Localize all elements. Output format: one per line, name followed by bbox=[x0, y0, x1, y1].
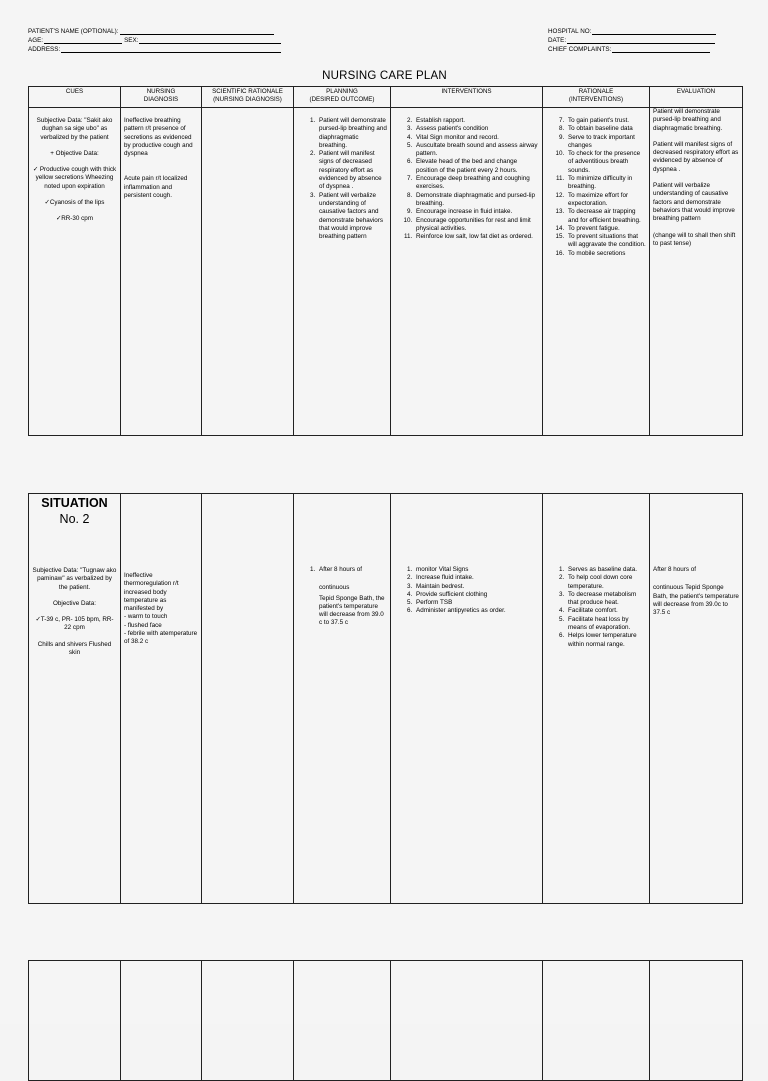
hospital-no-field[interactable] bbox=[592, 28, 716, 35]
empty-cell bbox=[294, 961, 391, 1081]
page-title: NURSING CARE PLAN bbox=[322, 70, 447, 82]
address-label: ADDRESS: bbox=[28, 46, 61, 53]
interventions-cell: 1. monitor Vital Signs 2. Increase fluid intake. 3. Maintain bedrest. 4. Provide sufficient clothing 5. Perform TSB 6. Administer antipyretics as order. bbox=[391, 494, 543, 904]
sex-label: SEX: bbox=[124, 37, 139, 44]
care-plan-table-2 bbox=[28, 493, 743, 904]
hospital-info-header bbox=[548, 27, 718, 54]
chief-complaints-field[interactable] bbox=[612, 46, 710, 53]
empty-cell bbox=[650, 961, 743, 1081]
interventions-cell: 2. Establish rapport. 3. Assess patient's condition 4. Vital Sign monitor and record. 5. Auscultate breath sound and assess airway pattern. 6. Elevate head of the bed and change position of the patient every 2 hours. 7. Encourage deep breathing and coughing exercises. 8. Demonstrate diaphragmatic and pursed-lip breathing. 9. Encourage increase in fluid intake. 10. Encourage opportunities for rest and limit physical activities. 11. Reinforce low salt, low fat diet as ordered. bbox=[391, 108, 543, 436]
col-header-interventions: INTERVENTIONS bbox=[391, 87, 543, 108]
planning-cell: 1. After 8 hours of continuous Tepid Sponge Bath, the patient's temperature will decrease from 39.0 c to 37.5 c bbox=[294, 494, 391, 904]
sex-field[interactable] bbox=[139, 37, 281, 44]
table-header-row bbox=[29, 87, 743, 108]
planning-cell: 1. Patient will demonstrate pursed-lip breathing and diaphragmatic breathing. 2. Patient will manifest signs of decreased respiratory effort as evidenced by absence of dyspnea . 3. Patient will verbalize understanding of causative factors and demonstrate behaviors that would improve breathing pattern bbox=[294, 108, 391, 436]
empty-cell bbox=[543, 961, 650, 1081]
scientific-rationale-cell bbox=[202, 494, 294, 904]
situation-title: SITUATION bbox=[41, 496, 108, 510]
diagnosis-cell: Ineffective breathing pattern r/t presence of secretions as evidenced by productive cough and dyspnea Acute pain r/t localized inflammation and persistent cough. bbox=[121, 108, 202, 436]
evaluation-cell: After 8 hours of continuous Tepid Sponge Bath, the patient's temperature will decrease from 39.0c to 37.5 c bbox=[650, 494, 743, 904]
empty-cell bbox=[121, 961, 202, 1081]
scientific-rationale-cell bbox=[202, 108, 294, 436]
care-plan-table-3 bbox=[28, 960, 743, 1081]
chief-complaints-label: CHIEF COMPLAINTS: bbox=[548, 46, 612, 53]
col-header-rationale: RATIONALE (INTERVENTIONS) bbox=[543, 87, 650, 108]
col-header-planning: PLANNING (DESIRED OUTCOME) bbox=[294, 87, 391, 108]
table-row bbox=[29, 494, 743, 904]
table-row bbox=[29, 961, 743, 1081]
patient-name-field[interactable] bbox=[120, 28, 274, 35]
care-plan-table-1 bbox=[28, 86, 743, 436]
situation-cues-cell: SITUATION No. 2 Subjective Data: "Tugnaw ako paminaw" as verbalized by the patient. Objective Data: ✓T-39 c, PR- 105 bpm, RR-22 cpm Chills and shivers Flushed skin bbox=[29, 494, 121, 904]
rationale-cell: 7. To gain patient's trust. 8. To obtain baseline data 9. Serve to track important changes 10. To check for the presence of adventitious breath sounds. 11. To minimize difficulty in breathing. 12. To maximize effort for expectoration. 13. To decrease air trapping and for efficient breathing. 14. To prevent fatigue. 15. To prevent situations that will aggravate the condition. 16. To mobile secretions bbox=[543, 108, 650, 436]
age-label: AGE: bbox=[28, 37, 44, 44]
date-field[interactable] bbox=[567, 37, 715, 44]
empty-cell bbox=[202, 961, 294, 1081]
age-field[interactable] bbox=[44, 37, 122, 44]
empty-cell bbox=[29, 961, 121, 1081]
diagnosis-cell: Ineffective thermoregulation r/t increased body temperature as manifested by - warm to touch - flushed face - febrile with atemperature of 38.2 c bbox=[121, 494, 202, 904]
col-header-scientific-rationale: SCIENTIFIC RATIONALE (NURSING DIAGNOSIS) bbox=[202, 87, 294, 108]
date-label: DATE: bbox=[548, 37, 567, 44]
patient-name-label: PATIENT'S NAME (OPTIONAL): bbox=[28, 28, 119, 35]
table-row bbox=[29, 108, 743, 436]
col-header-evaluation: EVALUATION bbox=[650, 87, 743, 108]
hospital-no-label: HOSPITAL NO: bbox=[548, 28, 592, 35]
rationale-cell: 1. Serves as baseline data. 2. To help cool down core temperature. 3. To decrease metabolism that produce heat. 4. Facilitate comfort. 5. Facilitate heat loss by means of evaporation. 6. Helps lower temperature within normal range. bbox=[543, 494, 650, 904]
empty-cell bbox=[391, 961, 543, 1081]
cues-cell: Subjective Data: "Sakit ako dughan sa sige ubo" as verbalized by the patient + Objective Data: ✓ Productive cough with thick yellow secretions Wheezing noted upon expiration ✓Cyanosis of the lips ✓RR-30 cpm bbox=[29, 108, 121, 436]
col-header-cues: CUES bbox=[29, 87, 121, 108]
evaluation-cell: Patient will demonstrate pursed-lip breathing and diaphragmatic breathing. Patient will manifest signs of decreased respiratory effort as evidenced by absence of dyspnea . Patient will verbalize understanding of causative factors and demonstrate behaviors that would improve breathing pattern (change will to shall then shift to past tense) bbox=[650, 108, 743, 436]
patient-info-header bbox=[28, 27, 283, 54]
address-field[interactable] bbox=[61, 46, 281, 53]
situation-number: No. 2 bbox=[59, 512, 90, 526]
col-header-nursing-diagnosis: NURSING DIAGNOSIS bbox=[121, 87, 202, 108]
